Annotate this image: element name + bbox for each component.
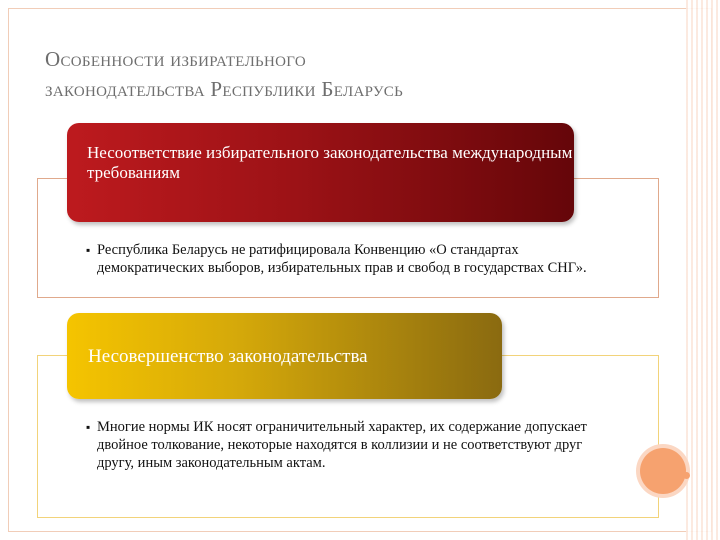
square-bullet-icon: ▪ (86, 243, 91, 257)
section-1-bullet-text: Республика Беларусь не ратифицировала Конвенцию «О стандартах демократических выборов, избирательных прав и свобод в государствах СНГ». (97, 242, 587, 276)
section-1-bullet (86, 241, 597, 277)
section-2-header: Несовершенство законодательства (67, 313, 502, 399)
slide-title (45, 44, 625, 104)
decorative-dot-icon (683, 472, 690, 479)
slide-title-line-1: Особенности избирательного (45, 47, 306, 71)
decorative-circle-icon (640, 448, 686, 494)
section-2-bullet-text: Многие нормы ИК носят ограничительный характер, их содержание допускает двойное толкование, некоторые находятся в коллизии и не соответствуют друг другу, иным законодательным актам. (97, 419, 587, 471)
section-1-header: Несоответствие избирательного законодательства международным требованиям (67, 123, 574, 222)
section-2-bullet (86, 418, 617, 472)
decorative-stripes (686, 0, 720, 540)
slide-title-line-2: законодательства Республики Беларусь (45, 77, 403, 101)
square-bullet-icon: ▪ (86, 420, 91, 434)
